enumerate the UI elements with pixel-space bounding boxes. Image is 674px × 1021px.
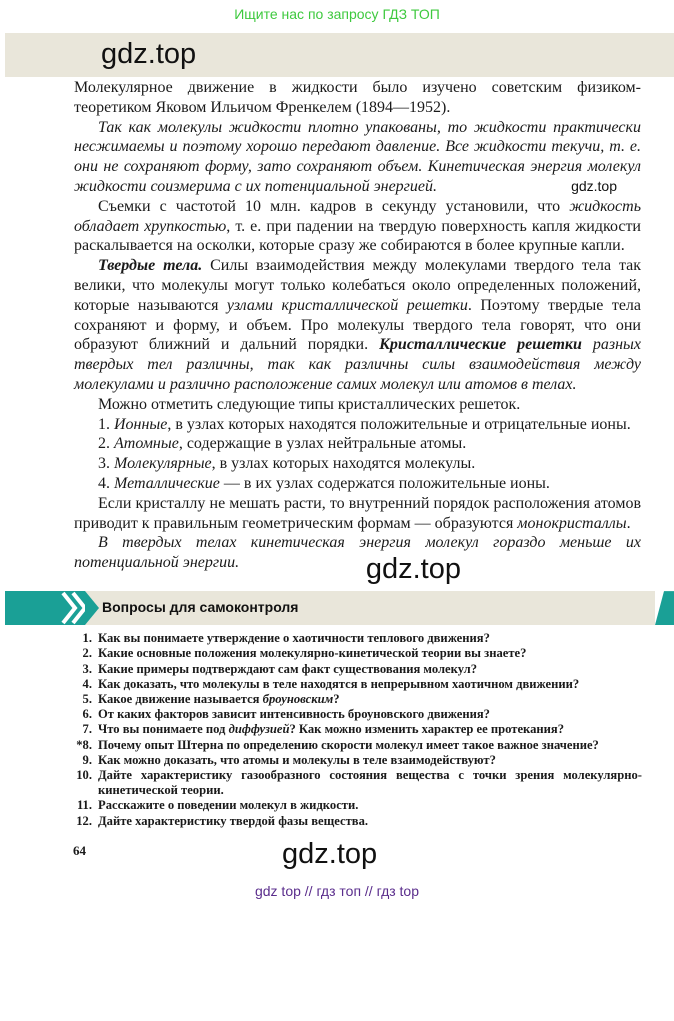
text-run: броуновским — [262, 691, 334, 706]
question-text — [98, 692, 642, 707]
text-run: жидкость обладает хрупкостью — [74, 197, 641, 235]
text-run: Молекулярные — [114, 455, 212, 473]
questions-list — [70, 631, 642, 829]
text-run: 2. — [98, 435, 114, 453]
question-text — [98, 768, 642, 798]
text-run: Как вы понимаете утверждение о хаотичности теплового движения? — [98, 631, 490, 646]
text-run: Дайте характеристику твердой фазы вещества. — [98, 813, 369, 828]
text-run: 4. — [98, 474, 114, 492]
text-run: Можно отметить следующие типы кристаллических решеток. — [98, 395, 521, 413]
watermark-small: gdz.top — [571, 177, 617, 194]
text-run: Металлические — [114, 474, 220, 492]
question-number: 7. — [82, 722, 92, 737]
text-run: Почему опыт Штерна по определению скорости молекул имеет такое важное значение? — [98, 737, 599, 752]
question-number: 4. — [82, 676, 92, 691]
text-run: От каких факторов зависит интенсивность броуновского движения? — [98, 707, 490, 722]
question-number: 1. — [82, 631, 92, 646]
question-number: 3. — [82, 661, 92, 676]
watermark-middle: gdz.top — [365, 553, 461, 586]
search-hint-banner: Ищите нас по запросу ГДЗ ТОП — [234, 6, 440, 22]
text-run: Съемки с частотой 10 млн. кадров в секунду установили, что — [98, 197, 570, 215]
text-run: В твердых телах кинетическая энергия молекул гораздо меньше их потенциальной энергии. — [74, 534, 641, 572]
text-run: 3. — [98, 455, 114, 473]
watermark-header: gdz.top — [101, 38, 197, 70]
text-run: Расскажите о поведении молекул в жидкости. — [98, 798, 359, 813]
text-run: Силы взаимодействия между молекулами твердого тела так велики, что молекулы могут только колебаться около определенных положений, которые называются — [74, 257, 641, 314]
text-run: узлами кристаллической решетки — [226, 296, 468, 314]
paragraph — [74, 533, 641, 586]
text-run: ? — [333, 691, 340, 706]
text-run: 1. — [98, 415, 114, 433]
question-number: 5. — [82, 691, 92, 706]
question-text — [98, 814, 642, 829]
text-run: Молекулярное движение в жидкости было изучено советским физиком-теоретиком Яковом Ильичом Френкелем (1894—1952). — [74, 79, 641, 116]
text-run: Так как молекулы жидкости плотно упакованы, то жидкости практически несжимаемы и поэтому хорошо передают давление. Все жидкости текучи, т. е. они не сохраняют форму, зато сохраняют объем. Кинетическая энергия молекул жидкости соизмерима с их потенциальной энергией. — [74, 118, 641, 195]
question-number: 9. — [82, 752, 92, 767]
text-run: , т. е. при падении на твердую поверхность капля жидкости раскалывается на осколки, которые сразу же собираются в более крупные капли. — [74, 217, 641, 255]
question-number: *8. — [76, 737, 92, 752]
page-body — [0, 78, 674, 900]
text-run: диффузией — [228, 722, 290, 737]
question-text — [98, 631, 642, 646]
text-run: Какое движение называется — [98, 691, 263, 706]
question-text — [98, 738, 642, 753]
main-text — [74, 78, 641, 585]
text-run: Что вы понимаете под — [98, 722, 229, 737]
text-run: Твердые тела. — [98, 257, 203, 275]
paragraph — [74, 395, 641, 415]
footer-links[interactable]: gdz top // гдз топ // гдз top — [254, 882, 420, 899]
text-run: Как можно доказать, что атомы и молекулы в теле взаимодействуют? — [98, 752, 496, 767]
paragraph — [74, 197, 641, 256]
question-item — [70, 677, 642, 692]
question-item — [70, 631, 642, 646]
question-number: 12. — [76, 813, 92, 828]
question-text — [98, 646, 642, 661]
paragraph — [74, 434, 641, 454]
paragraph — [74, 415, 641, 435]
text-run: , содержащие в узлах нейтральные атомы. — [178, 435, 467, 453]
question-item — [70, 753, 642, 768]
text-run: . — [626, 514, 631, 532]
text-run: Как доказать, что молекулы в теле находятся в непрерывном хаотичном движении? — [98, 676, 580, 691]
text-run: Дайте характеристику газообразного состояния вещества с точки зрения молекулярно-кинетической теории. — [98, 767, 642, 798]
text-run: монокристаллы — [517, 514, 627, 532]
text-run: Атомные — [114, 435, 179, 453]
text-run: . Поэтому твердые тела сохраняют и форму, и объем. Про молекулы твердого тела говорят, что они образуют ближний и дальний порядки. — [74, 296, 642, 354]
text-run: Кристаллические решетки — [379, 336, 582, 354]
page-bottom-row — [0, 837, 674, 873]
watermark-bottom: gdz.top — [282, 837, 378, 870]
question-number: 11. — [76, 798, 92, 813]
question-item — [70, 738, 642, 753]
question-text — [98, 677, 642, 692]
question-item — [70, 646, 642, 661]
text-run: Какие примеры подтверждают сам факт существования молекул? — [98, 661, 478, 676]
question-item — [70, 662, 642, 677]
question-number: 6. — [82, 707, 92, 722]
question-number: 10. — [76, 767, 92, 782]
paragraph — [74, 474, 641, 494]
text-run: , в узлах которых находятся молекулы. — [211, 455, 476, 473]
question-text — [98, 753, 642, 768]
banner-teal-end — [655, 591, 674, 625]
question-number: 2. — [82, 646, 92, 661]
question-item — [70, 814, 642, 829]
text-run: разных твердых тел различны, так как различны силы взаимодействия между молекулами и различно расположение самих молекул или атомов в телах. — [74, 336, 641, 393]
text-run: ? Как можно изменить характер ее протекания? — [289, 722, 565, 737]
question-item — [70, 798, 642, 813]
paragraph — [74, 78, 641, 118]
paragraph — [74, 256, 641, 395]
section-title: Вопросы для самоконтроля — [102, 599, 299, 616]
text-run: — в их узлах содержатся положительные ионы. — [219, 474, 550, 492]
question-text — [98, 662, 642, 677]
text-run: Какие основные положения молекулярно-кинетической теории вы знаете? — [98, 646, 527, 661]
question-item — [70, 722, 642, 737]
section-banner — [5, 591, 674, 625]
paragraph — [74, 454, 641, 474]
paragraph — [74, 118, 641, 197]
question-text — [98, 722, 642, 737]
page-number: 64 — [73, 842, 86, 858]
chevron-right-icon — [61, 591, 101, 625]
question-item — [70, 692, 642, 707]
paragraph — [74, 494, 641, 534]
question-item — [70, 707, 642, 722]
question-text — [98, 707, 642, 722]
text-run: , в узлах которых находятся положительные и отрицательные ионы. — [167, 415, 631, 433]
question-text — [98, 798, 642, 813]
question-item — [70, 768, 642, 798]
text-run: Если кристаллу не мешать расти, то внутренний порядок расположения атомов приводит к правильным геометрическим формам — образуются — [74, 494, 641, 532]
text-run: Ионные — [114, 415, 168, 433]
